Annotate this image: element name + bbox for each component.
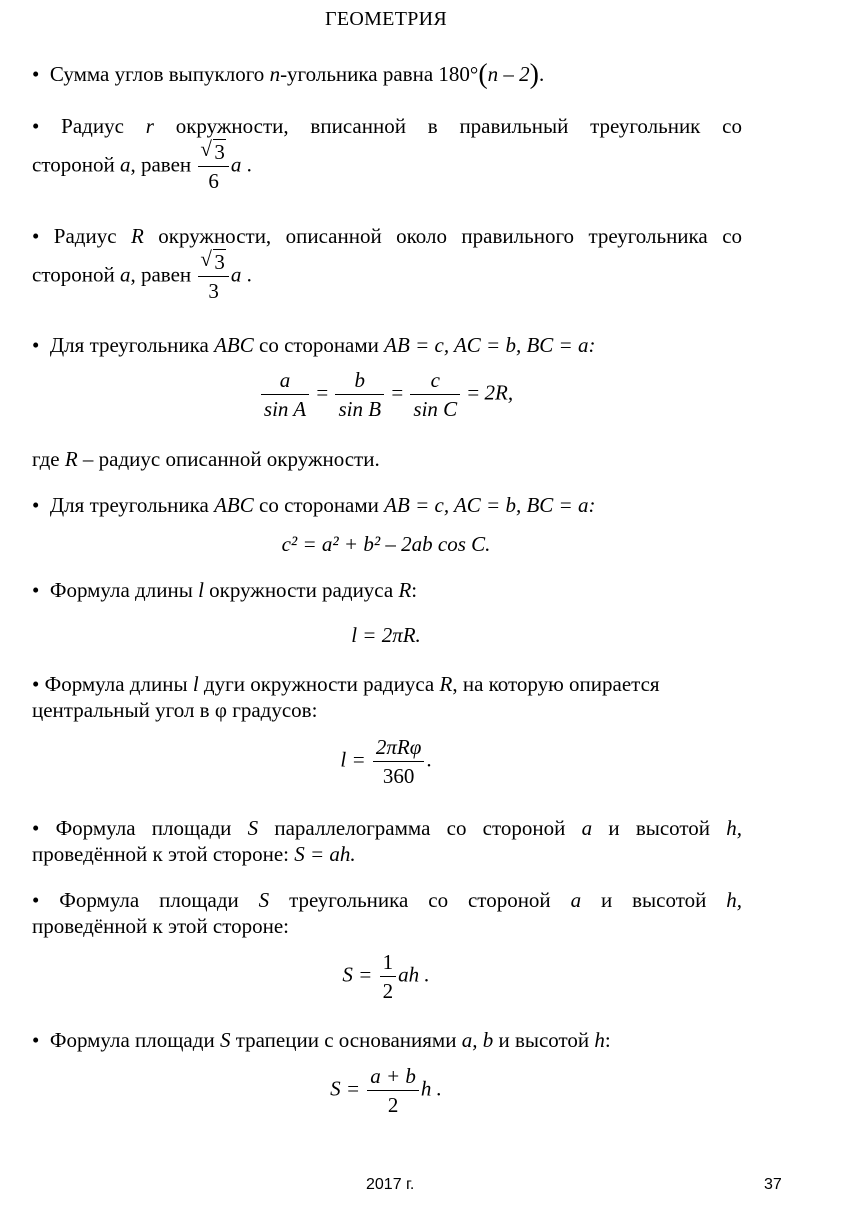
formula-law-of-cosines: c² = a² + b² – 2ab cos C.: [281, 532, 491, 556]
item-trapezoid-area: • Формула площади S трапеции с основаниями a, b и высотой h:: [32, 1028, 611, 1052]
bullet: •: [32, 62, 50, 86]
page-number: 37: [764, 1176, 782, 1193]
formula-circle-length: l = 2πR.: [351, 623, 421, 647]
item-circumscribed-radius-line2: стороной a, равен √ $\frac{3}{3}$ a .: [32, 250, 742, 303]
item-law-of-cosines: • Для треугольника ABC со сторонами AB = c, AC = b, BC = a:: [32, 493, 596, 517]
formula-triangle-area: S = $\frac{1}{2}$ ah .: [342, 950, 430, 1004]
item-circumscribed-radius: • Радиус R окружности, описанной около правильного треугольника со: [32, 224, 743, 248]
item-parallelogram-area-line2: проведённой к этой стороне: S = ah.: [32, 842, 356, 866]
law-of-sines-note: где R – радиус описанной окружности.: [32, 447, 380, 471]
item-triangle-area-line2: проведённой к этой стороне:: [32, 914, 290, 938]
item-circle-length: • Формула длины l окружности радиуса R:: [32, 578, 418, 602]
item-inscribed-radius: • Радиус r окружности, вписанной в правильный треугольник со: [32, 114, 743, 138]
item-parallelogram-area: • Формула площади S параллелограмма со стороной a и высотой h,: [32, 816, 743, 840]
item-law-of-sines: • Для треугольника ABC со сторонами AB = c, AC = b, BC = a:: [32, 333, 596, 357]
fraction-sqrt3-over-6: √ $\frac{3}{6}$: [198, 140, 229, 193]
item-arc-length: • Формула длины l дуги окружности радиуса R, на которую опирается: [32, 672, 660, 696]
fraction-sqrt3-over-3: √ $\frac{3}{3}$: [198, 250, 229, 303]
formula-law-of-sines: $\frac{a}{\text{sin A}}$ = $\frac{b}{\text{sin B}}$ = $\frac{c}{\text{sin C}}$ = 2R,: [0, 368, 772, 421]
footer-year: 2017 г.: [366, 1176, 415, 1193]
item-angle-sum: • Сумма углов выпуклого n-угольника равна 180°(n – 2).: [32, 59, 545, 90]
formula-trapezoid-area: S = $\frac{a + b}{2}$ h .: [330, 1064, 442, 1118]
item-triangle-area: • Формула площади S треугольника со стороной a и высотой h,: [32, 888, 743, 912]
page-title: ГЕОМЕТРИЯ: [324, 8, 448, 30]
item-inscribed-radius-line2: стороной a, равен √ $\frac{3}{6}$ a .: [32, 140, 742, 193]
formula-arc-length: l = $\frac{\text{2πRφ}}{360}$ .: [340, 735, 432, 789]
item-arc-length-line2: центральный угол в φ градусов:: [32, 698, 318, 722]
